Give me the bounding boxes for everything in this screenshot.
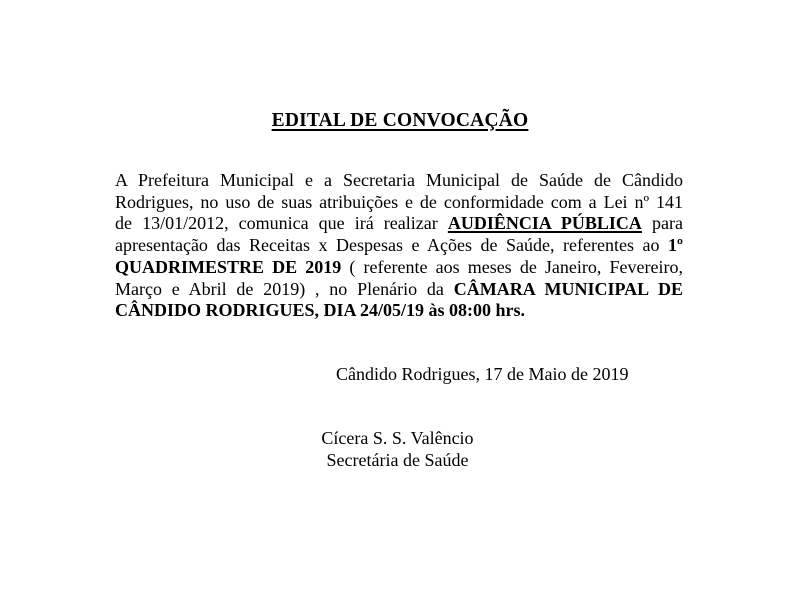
paragraph-line-3 [115, 213, 683, 235]
dateline: Cândido Rodrigues, 17 de Maio de 2019 [336, 364, 629, 384]
body-text-emphasis-audiencia-publica: AUDIÊNCIA PÚBLICA [447, 213, 642, 234]
paragraph-line-1 [115, 170, 683, 192]
body-text-segment: para [641, 213, 683, 234]
document-title: EDITAL DE CONVOCAÇÃO [271, 110, 529, 131]
signature-role: Secretária de Saúde [326, 449, 469, 470]
signature-block [0, 428, 795, 471]
paragraph-line-6 [115, 279, 683, 301]
body-text-segment: A Prefeitura Municipal e a Secretaria Municipal de Saúde de Cândido [115, 170, 683, 190]
body-text-segment: Rodrigues, no uso de suas atribuições e de conformidade com a Lei nº 141 [115, 191, 683, 212]
paragraph-line-2 [115, 192, 683, 214]
paragraph-line-7 [115, 300, 683, 322]
body-text-segment: apresentação das Receitas x Despesas e Ações de Saúde, referentes ao [115, 235, 669, 256]
body-text-segment: de 13/01/2012, comunica que irá realizar [115, 213, 448, 234]
paragraph-line-5 [115, 257, 683, 279]
body-text-emphasis-quadrimestre: QUADRIMESTRE DE 2019 [115, 256, 342, 277]
body-text-segment: Março e Abril de 2019) , no Plenário da [115, 278, 454, 299]
paragraph-line-4 [115, 235, 683, 257]
body-text-segment: ( referente aos meses de Janeiro, Fevereiro, [341, 256, 683, 277]
body-text-emphasis-local-data-hora: CÂNDIDO RODRIGUES, DIA 24/05/19 às 08:00 hrs. [115, 300, 526, 321]
body-text-emphasis-quadrimestre-ordinal: 1º [668, 235, 683, 256]
signature-name: Cícera S. S. Valêncio [321, 428, 474, 448]
body-text-emphasis-camara-municipal: CÂMARA MUNICIPAL DE [453, 278, 683, 299]
body-paragraph [115, 170, 683, 322]
